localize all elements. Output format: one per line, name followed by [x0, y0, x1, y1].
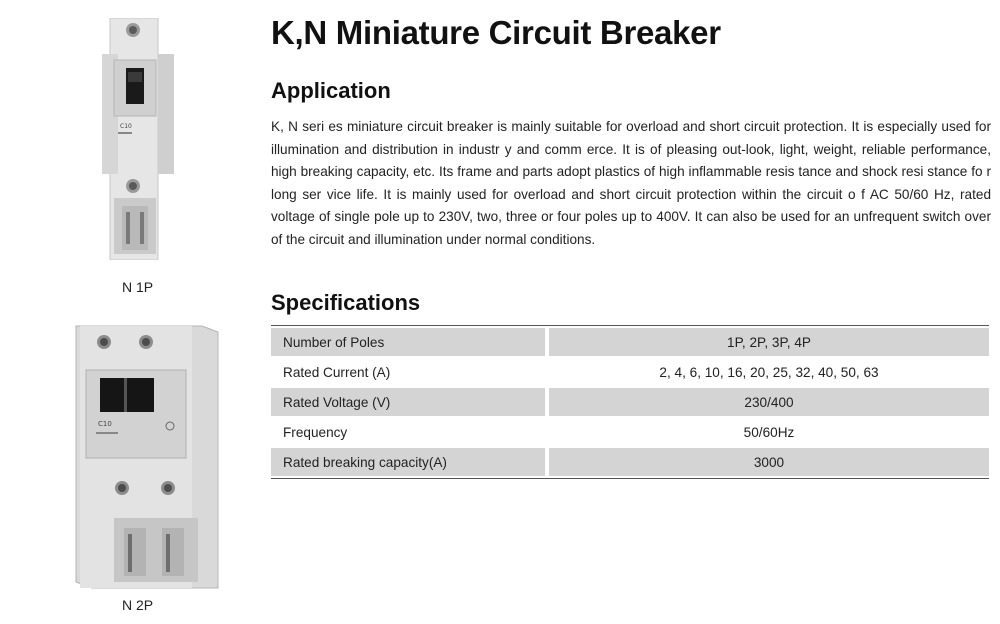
table-row	[271, 328, 989, 356]
n1p-caption: N 1P	[122, 279, 154, 295]
table-row	[271, 418, 989, 446]
spec-value: 2, 4, 6, 10, 16, 20, 25, 32, 40, 50, 63	[659, 364, 879, 380]
product-images	[0, 0, 260, 624]
spec-label: Number of Poles	[271, 328, 545, 356]
specifications-table	[271, 326, 989, 478]
application-heading: Application	[271, 78, 391, 103]
spec-label: Rated Voltage (V)	[271, 388, 545, 416]
n1p-rating-label: C10	[120, 123, 132, 130]
table-row	[271, 358, 989, 386]
spec-value: 1P, 2P, 3P, 4P	[549, 328, 989, 356]
spec-value: 50/60Hz	[743, 424, 795, 440]
n2p-rating-label: C10	[98, 420, 112, 428]
table-row	[271, 448, 989, 476]
spec-label: Rated Current (A)	[283, 364, 391, 380]
application-paragraph: K, N seri es miniature circuit breaker is mainly suitable for overload and short circuit protection. It is especially used for illumination and distribution in industr y and comm erce. It is of pleasing out-look, light, weight, reliable performance, high breaking capacity, etc. Its frame and parts adopt plastics of high inflammable resis tance and shock resi stance fo r long ser vice life. It is mainly used for overload and short circuit protection within the circuit o f AC 50/60 Hz, rated voltage of single pole up to 230V, two, three or four poles up to 400V. It can also be used for an unfrequent switch over of the circuit and illumination under normal conditions.	[271, 119, 991, 247]
spec-label: Frequency	[283, 424, 348, 440]
page-title: K,N Miniature Circuit Breaker	[271, 14, 721, 51]
spec-value: 3000	[549, 448, 989, 476]
n1p-breaker-image	[92, 18, 184, 260]
table-bottom-rule	[271, 478, 989, 479]
spec-label: Rated breaking capacity(A)	[271, 448, 545, 476]
spec-value: 230/400	[549, 388, 989, 416]
specifications-heading: Specifications	[271, 290, 421, 315]
n2p-breaker-image	[62, 322, 220, 592]
table-row	[271, 388, 989, 416]
n2p-caption: N 2P	[122, 597, 154, 613]
